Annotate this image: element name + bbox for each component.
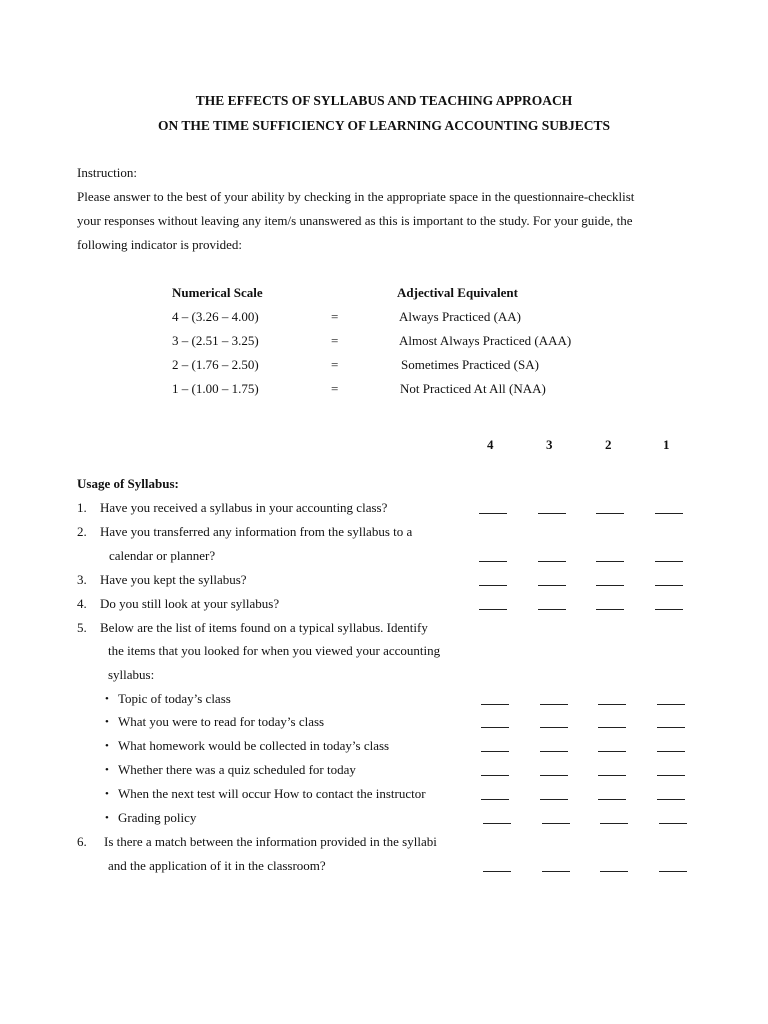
scale-label: Not Practiced At All (NAA)	[400, 381, 546, 396]
scale-header-numerical: Numerical Scale	[172, 285, 263, 300]
answer-blank-4[interactable]	[479, 561, 507, 562]
answer-blank-2[interactable]	[598, 799, 626, 800]
scale-equals: =	[331, 357, 339, 372]
instruction-line-1: Please answer to the best of your ability by checking in the appropriate space in the questionnaire-checklist	[77, 189, 635, 204]
answer-blank-3[interactable]	[538, 585, 566, 586]
answer-blank-1[interactable]	[657, 751, 685, 752]
bullet-item-text: Whether there was a quiz scheduled for today	[118, 762, 356, 777]
column-header-4: 4	[487, 437, 494, 452]
scale-range: 4 – (3.26 – 4.00)	[172, 309, 259, 324]
scale-label: Always Practiced (AA)	[399, 309, 522, 324]
scale-equals: =	[331, 333, 339, 348]
title-line-2: ON THE TIME SUFFICIENCY OF LEARNING ACCOUNTING SUBJECTS	[158, 118, 610, 133]
answer-blank-3[interactable]	[542, 823, 570, 824]
scale-range: 1 – (1.00 – 1.75)	[172, 381, 259, 396]
answer-blank-1[interactable]	[657, 799, 685, 800]
instruction-line-2: your responses without leaving any item/s unanswered as this is important to the study. For your guide, the	[77, 213, 633, 228]
answer-blank-1[interactable]	[655, 585, 683, 586]
answer-blank-3[interactable]	[538, 609, 566, 610]
question-text: Have you kept the syllabus?	[100, 572, 247, 587]
answer-blank-3[interactable]	[538, 561, 566, 562]
question-text-continued: and the application of it in the classroom?	[108, 858, 326, 873]
instruction-label: Instruction:	[77, 165, 137, 180]
answer-blank-1[interactable]	[655, 513, 683, 514]
answer-blank-4[interactable]	[481, 704, 509, 705]
title-line-1: THE EFFECTS OF SYLLABUS AND TEACHING APPROACH	[195, 93, 573, 108]
answer-blank-2[interactable]	[596, 609, 624, 610]
scale-range: 3 – (2.51 – 3.25)	[172, 333, 259, 348]
question-text: Have you received a syllabus in your accounting class?	[100, 500, 388, 515]
question-number: 5.	[77, 620, 87, 635]
bullet-item-text: When the next test will occur How to contact the instructor	[118, 786, 426, 801]
answer-blank-1[interactable]	[659, 871, 687, 872]
instruction-line-3: following indicator is provided:	[77, 237, 243, 252]
scale-header-adjectival: Adjectival Equivalent	[397, 285, 518, 300]
answer-blank-2[interactable]	[598, 751, 626, 752]
answer-blank-1[interactable]	[655, 609, 683, 610]
question-number: 1.	[77, 500, 87, 515]
question-number: 4.	[77, 596, 87, 611]
scale-label: Almost Always Practiced (AAA)	[399, 333, 572, 348]
answer-blank-4[interactable]	[481, 727, 509, 728]
question-text: Have you transferred any information from the syllabus to a	[100, 524, 413, 539]
answer-blank-1[interactable]	[657, 704, 685, 705]
question-text-continued: syllabus:	[108, 667, 155, 682]
answer-blank-1[interactable]	[657, 727, 685, 728]
scale-equals: =	[331, 309, 339, 324]
question-text: Is there a match between the information provided in the syllabi	[104, 834, 437, 849]
question-text-continued: the items that you looked for when you viewed your accounting	[108, 643, 441, 658]
bullet-item-text: Topic of today’s class	[118, 691, 231, 706]
bullet-item-text: What homework would be collected in today’s class	[118, 738, 390, 753]
answer-blank-3[interactable]	[540, 751, 568, 752]
answer-blank-2[interactable]	[598, 727, 626, 728]
answer-blank-1[interactable]	[657, 775, 685, 776]
column-header-3: 3	[546, 437, 553, 452]
answer-blank-4[interactable]	[483, 823, 511, 824]
answer-blank-1[interactable]	[655, 561, 683, 562]
answer-blank-4[interactable]	[479, 585, 507, 586]
bullet-item-text: What you were to read for today’s class	[118, 714, 325, 729]
answer-blank-1[interactable]	[659, 823, 687, 824]
answer-blank-4[interactable]	[479, 609, 507, 610]
bullet-icon: •	[105, 812, 109, 824]
column-header-2: 2	[605, 437, 612, 452]
scale-label: Sometimes Practiced (SA)	[401, 357, 539, 372]
answer-blank-3[interactable]	[542, 871, 570, 872]
answer-blank-4[interactable]	[481, 751, 509, 752]
question-number: 2.	[77, 524, 87, 539]
bullet-icon: •	[105, 716, 109, 728]
section-heading: Usage of Syllabus:	[77, 476, 179, 491]
answer-blank-3[interactable]	[538, 513, 566, 514]
answer-blank-2[interactable]	[598, 775, 626, 776]
answer-blank-3[interactable]	[540, 799, 568, 800]
bullet-icon: •	[105, 764, 109, 776]
question-text: Below are the list of items found on a typical syllabus. Identify	[100, 620, 428, 635]
scale-range: 2 – (1.76 – 2.50)	[172, 357, 259, 372]
bullet-icon: •	[105, 693, 109, 705]
column-header-1: 1	[663, 437, 670, 452]
answer-blank-3[interactable]	[540, 704, 568, 705]
answer-blank-2[interactable]	[596, 585, 624, 586]
answer-blank-2[interactable]	[600, 871, 628, 872]
answer-blank-4[interactable]	[483, 871, 511, 872]
answer-blank-2[interactable]	[600, 823, 628, 824]
question-number: 3.	[77, 572, 87, 587]
answer-blank-4[interactable]	[481, 775, 509, 776]
scale-equals: =	[331, 381, 339, 396]
bullet-item-text: Grading policy	[118, 810, 197, 825]
question-text: Do you still look at your syllabus?	[100, 596, 280, 611]
answer-blank-2[interactable]	[598, 704, 626, 705]
answer-blank-2[interactable]	[596, 561, 624, 562]
question-text-continued: calendar or planner?	[109, 548, 216, 563]
bullet-icon: •	[105, 740, 109, 752]
answer-blank-3[interactable]	[540, 727, 568, 728]
answer-blank-4[interactable]	[479, 513, 507, 514]
bullet-icon: •	[105, 788, 109, 800]
answer-blank-4[interactable]	[481, 799, 509, 800]
answer-blank-3[interactable]	[540, 775, 568, 776]
question-number: 6.	[77, 834, 87, 849]
answer-blank-2[interactable]	[596, 513, 624, 514]
